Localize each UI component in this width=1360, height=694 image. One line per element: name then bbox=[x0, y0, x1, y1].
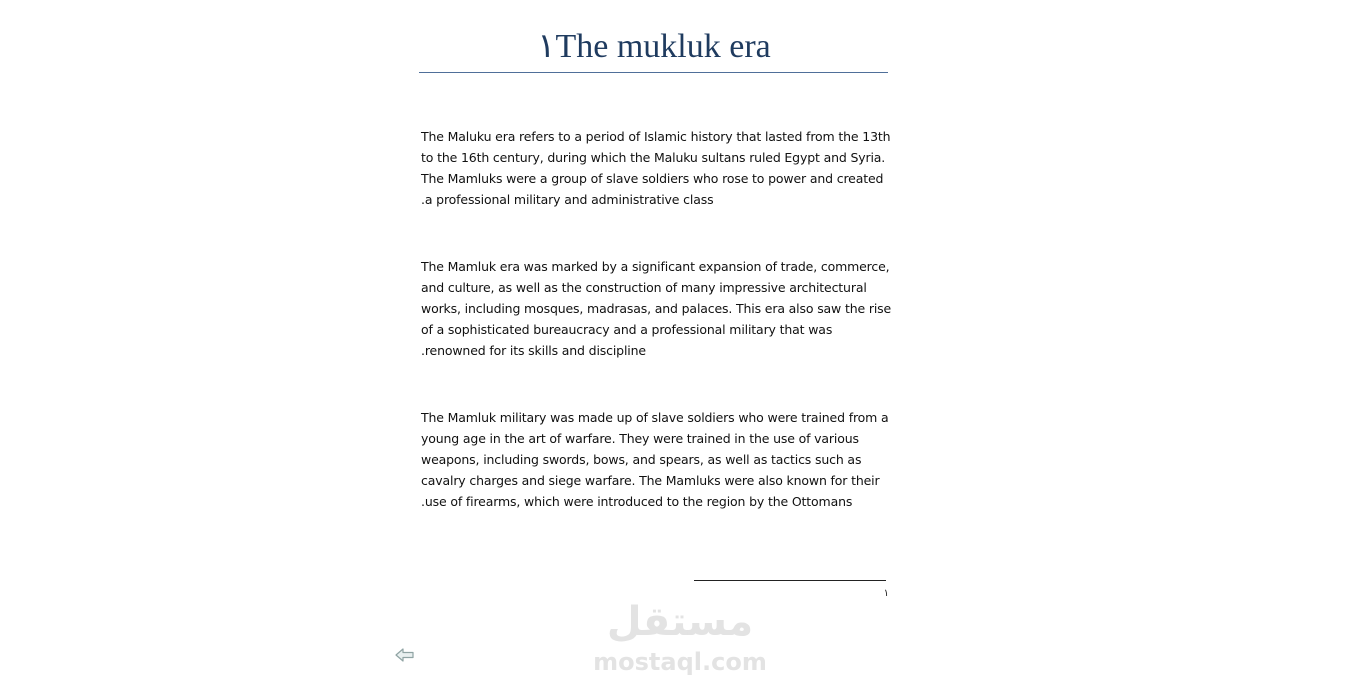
title-underline bbox=[419, 72, 888, 73]
paragraph-line: young age in the art of warfare. They were trained in the use of various bbox=[421, 431, 859, 446]
paragraph-line: The Mamluk military was made up of slave soldiers who were trained from a bbox=[421, 410, 889, 425]
paragraph-line: The Mamluk era was marked by a significant expansion of trade, commerce, bbox=[421, 259, 890, 274]
paragraph-line: The Maluku era refers to a period of Islamic history that lasted from the 13th bbox=[421, 129, 891, 144]
back-arrow-icon[interactable] bbox=[394, 645, 416, 665]
paragraph-line: .use of firearms, which were introduced to the region by the Ottomans bbox=[421, 494, 853, 509]
paragraph-line: and culture, as well as the construction of many impressive architectural bbox=[421, 280, 867, 295]
paragraph-line: .a professional military and administrative class bbox=[421, 192, 714, 207]
paragraph-line: weapons, including swords, bows, and spears, as well as tactics such as bbox=[421, 452, 862, 467]
paragraph-line: cavalry charges and siege warfare. The Mamluks were also known for their bbox=[421, 473, 880, 488]
document-title: ١The mukluk era bbox=[537, 28, 771, 65]
watermark-arabic: مستقل bbox=[606, 599, 754, 645]
document-page bbox=[419, 0, 892, 694]
watermark-logo bbox=[588, 598, 772, 682]
paragraph-line: The Mamluks were a group of slave soldiers who rose to power and created bbox=[421, 171, 884, 186]
paragraph-line: .renowned for its skills and discipline bbox=[421, 343, 646, 358]
paragraph-1 bbox=[421, 126, 891, 210]
paragraph-line: of a sophisticated bureaucracy and a professional military that was bbox=[421, 322, 833, 337]
footnote-separator bbox=[694, 580, 886, 581]
paragraph-line: to the 16th century, during which the Maluku sultans ruled Egypt and Syria. bbox=[421, 150, 886, 165]
paragraph-3 bbox=[421, 407, 891, 512]
footnote-mark: ١ bbox=[883, 588, 889, 599]
paragraph-line: works, including mosques, madrasas, and palaces. This era also saw the rise bbox=[421, 301, 892, 316]
watermark-latin: mostaql.com bbox=[593, 648, 767, 676]
paragraph-2 bbox=[421, 256, 891, 361]
